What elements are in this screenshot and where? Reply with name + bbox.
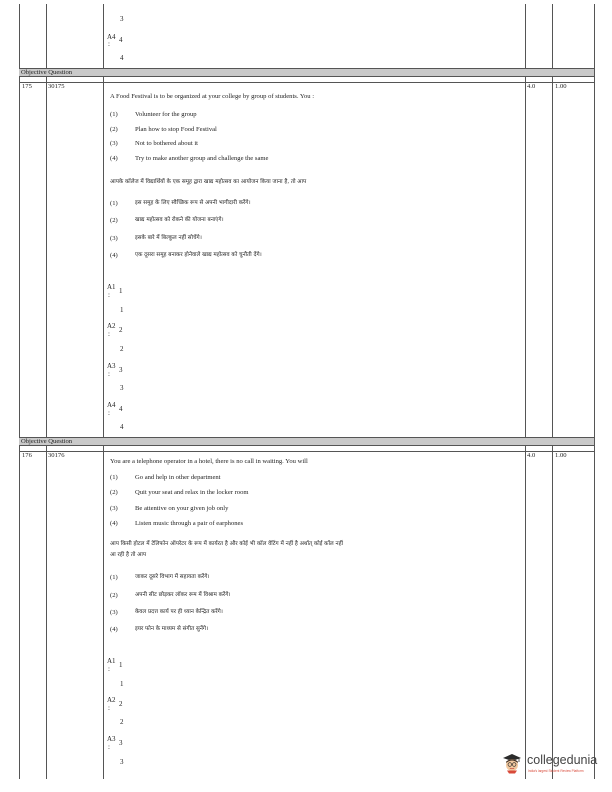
- answer-label: A3: [107, 362, 116, 370]
- option-text-hindi: एक दूसरा समूह बनाकर होनेवाले खाद्य महोत्सव को चुनौती देंगे।: [135, 252, 262, 258]
- option-number: (3): [110, 140, 118, 147]
- column-divider-1: [46, 4, 47, 779]
- answer-colon: :: [108, 291, 110, 299]
- question-marks: 4.0: [527, 452, 536, 459]
- table-border-right: [594, 4, 595, 779]
- row-rule: [19, 76, 594, 77]
- option-text-hindi: अपनी सीट छोड़कर लॉकर रूम में विश्राम करेंगे।: [135, 592, 231, 598]
- answer-number: 2: [119, 700, 123, 708]
- answer-number: 3: [119, 366, 123, 374]
- question-serial: 175: [22, 83, 32, 90]
- option-number: (4): [110, 520, 118, 527]
- question-text-english: You are a telephone operator in a hotel, there is no call in waiting. You will: [110, 458, 308, 465]
- negative-marks: 1.00: [555, 83, 567, 90]
- option-text-hindi: खाद्य महोत्सव को रोकने की योजना बनाएंगे।: [135, 217, 224, 223]
- question-text-hindi: आ रही है तो आप: [110, 552, 147, 558]
- answer-colon: :: [108, 40, 110, 48]
- brand-tagline: India's largest Student Review Platform: [528, 769, 584, 773]
- answer-colon: :: [108, 409, 110, 417]
- option-number: (4): [110, 626, 118, 633]
- option-text-hindi: केवल प्रदत्त कार्य पर ही ध्यान केन्द्रित करेंगे।: [135, 609, 223, 615]
- negative-marks: 1.00: [555, 452, 567, 459]
- option-number: (3): [110, 235, 118, 242]
- option-text: Plan how to stop Food Festival: [135, 126, 217, 133]
- question-serial: 176: [22, 452, 32, 459]
- row-rule: [19, 445, 594, 446]
- answer-colon: :: [108, 665, 110, 673]
- question-text-hindi: आपके कॉलेज में विद्यार्थियों के एक समूह द्वारा खाद्य महोत्सव का आयोजन किया जाना है, तो आप: [110, 179, 307, 185]
- answer-number: 4: [119, 36, 123, 44]
- answer-label: A1: [107, 657, 116, 665]
- question-text-hindi: आप किसी होटल में टेलिफोन ऑपरेटर के रूप में कार्यरत है और कोई भी कॉल वेटिंग में नहीं है अर्थात् कोई कॉल नहीं: [110, 541, 344, 547]
- answer-colon: :: [108, 704, 110, 712]
- option-text-hindi: इयर फोन के माध्यम से संगीत सुनेंगे।: [135, 626, 209, 632]
- option-number: (3): [110, 609, 118, 616]
- answer-number: 1: [119, 287, 123, 295]
- answer-number: 4: [119, 405, 123, 413]
- question-text-english: A Food Festival is to be organized at your college by group of students. You :: [110, 93, 315, 100]
- option-number: (3): [110, 505, 118, 512]
- option-number: (4): [110, 252, 118, 259]
- option-value: 4: [120, 54, 124, 62]
- option-text: Listen music through a pair of earphones: [135, 520, 244, 527]
- column-divider-3: [525, 4, 526, 779]
- option-text-hindi: जाकर दूसरे विभाग में सहायता करेंगे।: [135, 574, 210, 580]
- answer-number: 1: [119, 661, 123, 669]
- option-text: Be attentive on your given job only: [135, 505, 229, 512]
- option-number: (2): [110, 489, 118, 496]
- option-text: Quit your seat and relax in the locker room: [135, 489, 249, 496]
- answer-colon: :: [108, 330, 110, 338]
- answer-value: 3: [120, 384, 124, 392]
- answer-value: 4: [120, 423, 124, 431]
- option-number: (1): [110, 111, 118, 118]
- section-label: Objective Question: [21, 438, 73, 445]
- row-rule: [19, 82, 594, 83]
- answer-colon: :: [108, 370, 110, 378]
- answer-value: 2: [120, 345, 124, 353]
- row-rule: [19, 451, 594, 452]
- answer-label: A2: [107, 696, 116, 704]
- option-number: (2): [110, 217, 118, 224]
- column-divider-4: [552, 4, 553, 779]
- option-text-hindi: इस समूह के लिए स्वैच्छिक रूप से अपनी भागीदारी करेंगे।: [135, 200, 251, 206]
- brand-name: collegedunia: [527, 753, 598, 767]
- row-rule: [19, 437, 594, 438]
- row-rule: [19, 68, 594, 69]
- question-marks: 4.0: [527, 83, 536, 90]
- answer-value: 1: [120, 306, 124, 314]
- option-text: Go and help in other department: [135, 474, 221, 481]
- option-text: Volunteer for the group: [135, 111, 197, 118]
- option-number: (1): [110, 574, 118, 581]
- option-text: Try to make another group and challenge the same: [135, 155, 269, 162]
- answer-colon: :: [108, 743, 110, 751]
- answer-label: A4: [107, 401, 116, 409]
- answer-value: 3: [120, 758, 124, 766]
- section-band-1: [19, 69, 594, 76]
- answer-label: A3: [107, 735, 116, 743]
- section-band-2: [19, 438, 594, 445]
- answer-label: A4: [107, 33, 116, 41]
- table-border-left: [19, 4, 20, 779]
- answer-label: A2: [107, 322, 116, 330]
- answer-number: 3: [119, 739, 123, 747]
- section-label: Objective Question: [21, 69, 73, 76]
- option-text: Not to bothered about it: [135, 140, 198, 147]
- answer-value: 1: [120, 680, 124, 688]
- graduate-mascot-icon: [501, 752, 523, 774]
- option-number: (2): [110, 592, 118, 599]
- answer-value: 2: [120, 718, 124, 726]
- question-id: 30175: [48, 83, 65, 90]
- question-id: 30176: [48, 452, 65, 459]
- option-number: (1): [110, 200, 118, 207]
- answer-label: A1: [107, 283, 116, 291]
- answer-number: 2: [119, 326, 123, 334]
- option-value: 3: [120, 15, 124, 23]
- option-number: (2): [110, 126, 118, 133]
- option-number: (4): [110, 155, 118, 162]
- option-text-hindi: इसके बारे में बिल्कुल नहीं सोचेंगे।: [135, 235, 202, 241]
- column-divider-2: [103, 4, 104, 779]
- option-number: (1): [110, 474, 118, 481]
